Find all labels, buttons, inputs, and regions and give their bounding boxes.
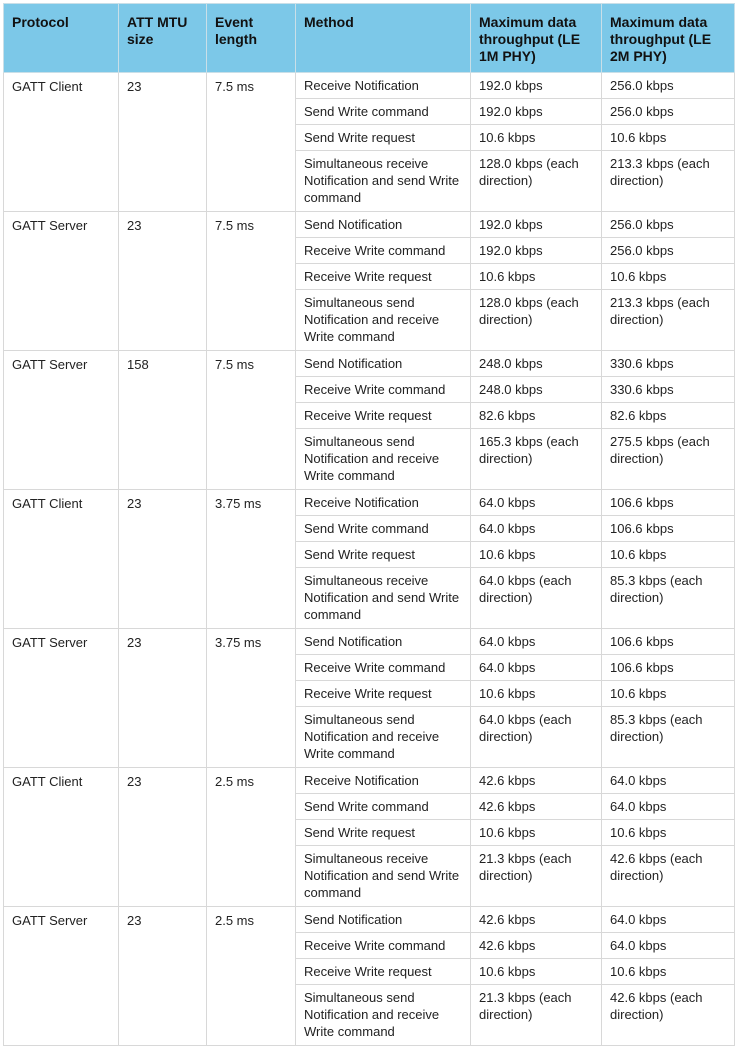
method-cell: Send Write request [296,542,471,568]
throughput-2m-cell: 213.3 kbps (each direction) [602,290,735,351]
throughput-1m-cell: 192.0 kbps [471,212,602,238]
method-cell: Send Notification [296,212,471,238]
header-max-throughput-2m: Maximum data throughput (LE 2M PHY) [602,4,735,73]
header-method: Method [296,4,471,73]
method-cell: Send Notification [296,351,471,377]
method-cell: Send Write command [296,794,471,820]
method-cell: Receive Write request [296,403,471,429]
protocol-cell: GATT Server [4,907,119,1046]
throughput-2m-cell: 64.0 kbps [602,933,735,959]
method-cell: Simultaneous receive Notification and send Write command [296,846,471,907]
throughput-2m-cell: 10.6 kbps [602,125,735,151]
att-mtu-cell: 158 [119,351,207,490]
throughput-1m-cell: 248.0 kbps [471,377,602,403]
att-mtu-cell: 23 [119,212,207,351]
protocol-cell: GATT Server [4,212,119,351]
throughput-2m-cell: 85.3 kbps (each direction) [602,707,735,768]
throughput-2m-cell: 256.0 kbps [602,212,735,238]
throughput-2m-cell: 10.6 kbps [602,264,735,290]
throughput-1m-cell: 82.6 kbps [471,403,602,429]
method-cell: Simultaneous send Notification and receive Write command [296,290,471,351]
throughput-table [3,3,735,1046]
header-row [4,4,735,73]
throughput-1m-cell: 10.6 kbps [471,542,602,568]
method-cell: Send Write command [296,516,471,542]
throughput-2m-cell: 106.6 kbps [602,655,735,681]
method-cell: Receive Write command [296,655,471,681]
throughput-2m-cell: 10.6 kbps [602,959,735,985]
throughput-2m-cell: 106.6 kbps [602,629,735,655]
throughput-2m-cell: 256.0 kbps [602,238,735,264]
throughput-2m-cell: 256.0 kbps [602,73,735,99]
throughput-2m-cell: 330.6 kbps [602,351,735,377]
throughput-1m-cell: 10.6 kbps [471,125,602,151]
throughput-1m-cell: 10.6 kbps [471,959,602,985]
att-mtu-cell: 23 [119,73,207,212]
method-cell: Receive Write request [296,681,471,707]
throughput-1m-cell: 10.6 kbps [471,820,602,846]
throughput-2m-cell: 82.6 kbps [602,403,735,429]
throughput-1m-cell: 64.0 kbps [471,655,602,681]
throughput-2m-cell: 213.3 kbps (each direction) [602,151,735,212]
throughput-1m-cell: 42.6 kbps [471,933,602,959]
method-cell: Send Write request [296,125,471,151]
protocol-cell: GATT Server [4,351,119,490]
throughput-2m-cell: 330.6 kbps [602,377,735,403]
method-cell: Send Notification [296,629,471,655]
event-length-cell: 2.5 ms [207,768,296,907]
throughput-1m-cell: 42.6 kbps [471,768,602,794]
throughput-1m-cell: 64.0 kbps (each direction) [471,707,602,768]
throughput-2m-cell: 85.3 kbps (each direction) [602,568,735,629]
table-row [4,629,735,655]
method-cell: Simultaneous send Notification and receive Write command [296,985,471,1046]
method-cell: Receive Notification [296,73,471,99]
method-cell: Receive Write command [296,238,471,264]
att-mtu-cell: 23 [119,907,207,1046]
throughput-1m-cell: 42.6 kbps [471,907,602,933]
throughput-1m-cell: 64.0 kbps (each direction) [471,568,602,629]
throughput-2m-cell: 42.6 kbps (each direction) [602,985,735,1046]
throughput-1m-cell: 42.6 kbps [471,794,602,820]
method-cell: Send Notification [296,907,471,933]
table-row [4,907,735,933]
event-length-cell: 7.5 ms [207,73,296,212]
protocol-cell: GATT Client [4,73,119,212]
throughput-2m-cell: 64.0 kbps [602,768,735,794]
throughput-1m-cell: 248.0 kbps [471,351,602,377]
throughput-1m-cell: 165.3 kbps (each direction) [471,429,602,490]
throughput-1m-cell: 192.0 kbps [471,99,602,125]
table-row [4,212,735,238]
throughput-2m-cell: 42.6 kbps (each direction) [602,846,735,907]
throughput-1m-cell: 128.0 kbps (each direction) [471,151,602,212]
event-length-cell: 7.5 ms [207,212,296,351]
throughput-1m-cell: 21.3 kbps (each direction) [471,846,602,907]
event-length-cell: 3.75 ms [207,490,296,629]
method-cell: Receive Write command [296,933,471,959]
protocol-cell: GATT Client [4,490,119,629]
throughput-2m-cell: 10.6 kbps [602,681,735,707]
method-cell: Simultaneous send Notification and receive Write command [296,707,471,768]
throughput-2m-cell: 10.6 kbps [602,820,735,846]
throughput-1m-cell: 21.3 kbps (each direction) [471,985,602,1046]
throughput-2m-cell: 106.6 kbps [602,490,735,516]
method-cell: Send Write request [296,820,471,846]
throughput-1m-cell: 128.0 kbps (each direction) [471,290,602,351]
throughput-2m-cell: 275.5 kbps (each direction) [602,429,735,490]
header-event-length: Event length [207,4,296,73]
method-cell: Simultaneous receive Notification and send Write command [296,151,471,212]
att-mtu-cell: 23 [119,629,207,768]
method-cell: Receive Write command [296,377,471,403]
throughput-1m-cell: 192.0 kbps [471,73,602,99]
throughput-1m-cell: 64.0 kbps [471,629,602,655]
event-length-cell: 3.75 ms [207,629,296,768]
throughput-2m-cell: 106.6 kbps [602,516,735,542]
header-max-throughput-1m: Maximum data throughput (LE 1M PHY) [471,4,602,73]
header-att-mtu-size: ATT MTU size [119,4,207,73]
table-row [4,768,735,794]
throughput-2m-cell: 64.0 kbps [602,794,735,820]
att-mtu-cell: 23 [119,768,207,907]
header-protocol: Protocol [4,4,119,73]
protocol-cell: GATT Server [4,629,119,768]
protocol-cell: GATT Client [4,768,119,907]
throughput-1m-cell: 10.6 kbps [471,264,602,290]
method-cell: Receive Notification [296,768,471,794]
table-row [4,351,735,377]
method-cell: Receive Write request [296,959,471,985]
throughput-1m-cell: 192.0 kbps [471,238,602,264]
att-mtu-cell: 23 [119,490,207,629]
table-row [4,490,735,516]
method-cell: Send Write command [296,99,471,125]
table-header [4,4,735,73]
table-body [4,73,735,1046]
throughput-2m-cell: 10.6 kbps [602,542,735,568]
throughput-1m-cell: 64.0 kbps [471,516,602,542]
method-cell: Simultaneous receive Notification and send Write command [296,568,471,629]
throughput-2m-cell: 64.0 kbps [602,907,735,933]
method-cell: Simultaneous send Notification and receive Write command [296,429,471,490]
table-row [4,73,735,99]
method-cell: Receive Write request [296,264,471,290]
throughput-1m-cell: 64.0 kbps [471,490,602,516]
event-length-cell: 7.5 ms [207,351,296,490]
event-length-cell: 2.5 ms [207,907,296,1046]
throughput-1m-cell: 10.6 kbps [471,681,602,707]
throughput-2m-cell: 256.0 kbps [602,99,735,125]
method-cell: Receive Notification [296,490,471,516]
